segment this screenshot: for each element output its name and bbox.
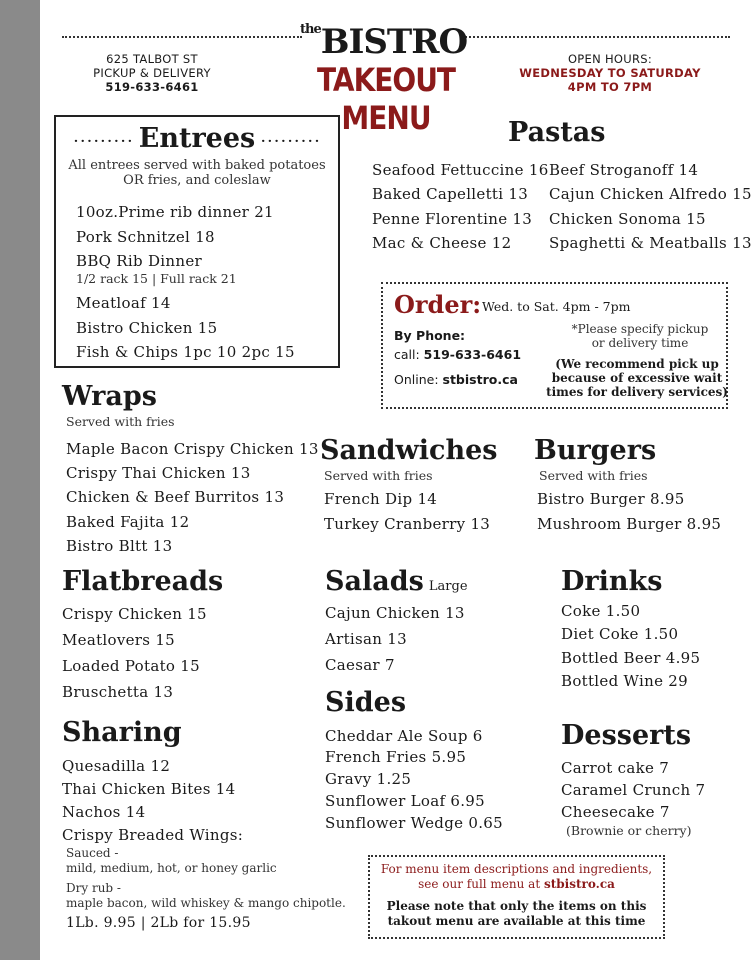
entree-item: 10oz.Prime rib dinner 21 <box>76 203 274 221</box>
flatbread-item: Meatlovers 15 <box>62 631 176 649</box>
header-contact <box>62 52 242 94</box>
flatbread-item: Crispy Chicken 15 <box>62 605 207 623</box>
drink-item: Diet Coke 1.50 <box>561 625 679 643</box>
full-menu-note: For menu item descriptions and ingredients, see our full menu at stbistro.ca <box>380 862 653 891</box>
sides-title: Sides <box>325 687 407 718</box>
burger-item: Mushroom Burger 8.95 <box>537 515 722 533</box>
sharing-item: Nachos 14 <box>62 803 146 821</box>
entree-item: Bistro Chicken 15 <box>76 319 218 337</box>
salad-item: Artisan 13 <box>325 630 407 648</box>
bbq-rib-options: 1/2 rack 15 | Full rack 21 <box>76 271 237 286</box>
page-edge <box>0 0 40 960</box>
availability-note: Please note that only the items on this takout menu are available at this time <box>386 899 647 928</box>
entree-item: Pork Schnitzel 18 <box>76 228 215 246</box>
entrees-heading: ········· Entrees ········· <box>73 123 321 154</box>
order-phone: call: 519-633-6461 <box>394 347 522 362</box>
dessert-item: Cheesecake 7 <box>561 803 670 821</box>
header-divider-left <box>62 36 302 38</box>
order-days: Wed. to Sat. 4pm - 7pm <box>482 299 631 314</box>
flatbreads-title: Flatbreads <box>62 566 224 597</box>
order-online: Online: stbistro.ca <box>394 372 518 387</box>
pasta-item: Penne Florentine 13 <box>372 210 533 228</box>
cheesecake-note: (Brownie or cherry) <box>566 823 692 838</box>
drinks-title: Drinks <box>561 566 663 597</box>
pasta-item: Cajun Chicken Alfredo 15 <box>549 185 752 203</box>
sandwich-item: Turkey Cranberry 13 <box>324 515 491 533</box>
side-item: Sunflower Wedge 0.65 <box>325 814 503 832</box>
entrees-note: All entrees served with baked potatoes OR fries, and coleslaw <box>68 158 326 188</box>
wrap-item: Bistro Bltt 13 <box>66 537 173 555</box>
sharing-item: Thai Chicken Bites 14 <box>62 780 236 798</box>
entree-item: BBQ Rib Dinner <box>76 252 202 270</box>
salad-item: Cajun Chicken 13 <box>325 604 465 622</box>
service-type: PICKUP & DELIVERY <box>93 66 211 80</box>
wraps-title: Wraps <box>62 381 157 412</box>
order-title: Order: <box>394 290 482 319</box>
pastas-title: Pastas <box>508 117 606 148</box>
wrap-item: Crispy Thai Chicken 13 <box>66 464 251 482</box>
address: 625 TALBOT ST <box>106 52 198 66</box>
specify-note: *Please specify pickup or delivery time <box>571 322 709 350</box>
salad-item: Caesar 7 <box>325 656 395 674</box>
sharing-item: Crispy Breaded Wings: <box>62 826 244 844</box>
side-item: Cheddar Ale Soup 6 <box>325 727 483 745</box>
wing-prices: 1Lb. 9.95 | 2Lb for 15.95 <box>66 915 251 931</box>
pasta-item: Beef Stroganoff 14 <box>549 161 699 179</box>
hours-days: WEDNESDAY TO SATURDAY <box>519 66 701 80</box>
flatbread-item: Bruschetta 13 <box>62 683 174 701</box>
hours-time: 4PM TO 7PM <box>567 80 653 94</box>
header-phone: 519-633-6461 <box>105 80 199 94</box>
wrap-item: Maple Bacon Crispy Chicken 13 <box>66 440 319 458</box>
desserts-title: Desserts <box>561 720 692 751</box>
pasta-item: Mac & Cheese 12 <box>372 234 512 252</box>
recommend-note: (We recommend pick up because of excessive wait times for delivery services) <box>546 357 728 399</box>
pasta-item: Chicken Sonoma 15 <box>549 210 706 228</box>
dessert-item: Carrot cake 7 <box>561 759 670 777</box>
sharing-title: Sharing <box>62 717 182 748</box>
header-divider-right <box>462 36 730 38</box>
drink-item: Coke 1.50 <box>561 602 641 620</box>
pasta-item: Seafood Fettuccine 16 <box>372 161 549 179</box>
burger-item: Bistro Burger 8.95 <box>537 490 685 508</box>
sandwich-item: French Dip 14 <box>324 490 438 508</box>
menu-title: TAKEOUT MENU <box>316 61 456 137</box>
hours-label: OPEN HOURS: <box>567 52 653 66</box>
side-item: Gravy 1.25 <box>325 770 412 788</box>
side-item: Sunflower Loaf 6.95 <box>325 792 485 810</box>
entree-item: Meatloaf 14 <box>76 294 171 312</box>
sharing-item: Quesadilla 12 <box>62 757 171 775</box>
bistro-logo: $^{the}$BISTRO <box>300 22 468 62</box>
burgers-title: Burgers <box>534 435 657 466</box>
pasta-item: Baked Capelletti 13 <box>372 185 529 203</box>
salads-heading <box>325 566 468 597</box>
entrees-title: Entrees <box>138 123 256 154</box>
burgers-note: Served with fries <box>539 468 648 483</box>
phone-label: By Phone: <box>394 328 466 343</box>
open-hours <box>500 52 720 94</box>
drink-item: Bottled Wine 29 <box>561 672 688 690</box>
salads-title: Salads <box>325 566 424 597</box>
sandwiches-note: Served with fries <box>324 468 433 483</box>
pasta-item: Spaghetti & Meatballs 13 <box>549 234 752 252</box>
flatbread-item: Loaded Potato 15 <box>62 657 200 675</box>
wrap-item: Chicken & Beef Burritos 13 <box>66 488 285 506</box>
dessert-item: Caramel Crunch 7 <box>561 781 706 799</box>
sandwiches-title: Sandwiches <box>320 435 498 466</box>
wings-dry-rub: Dry rub - maple bacon, wild whiskey & mango chipotle. <box>66 881 346 910</box>
drink-item: Bottled Beer 4.95 <box>561 649 701 667</box>
full-menu-link[interactable]: stbistro.ca <box>543 877 615 891</box>
side-item: French Fries 5.95 <box>325 748 467 766</box>
salads-size: Large <box>428 579 468 594</box>
entree-item: Fish & Chips 1pc 10 2pc 15 <box>76 343 295 361</box>
wings-sauced: Sauced - mild, medium, hot, or honey garlic <box>66 846 277 875</box>
wrap-item: Baked Fajita 12 <box>66 513 190 531</box>
wraps-note: Served with fries <box>66 414 175 429</box>
